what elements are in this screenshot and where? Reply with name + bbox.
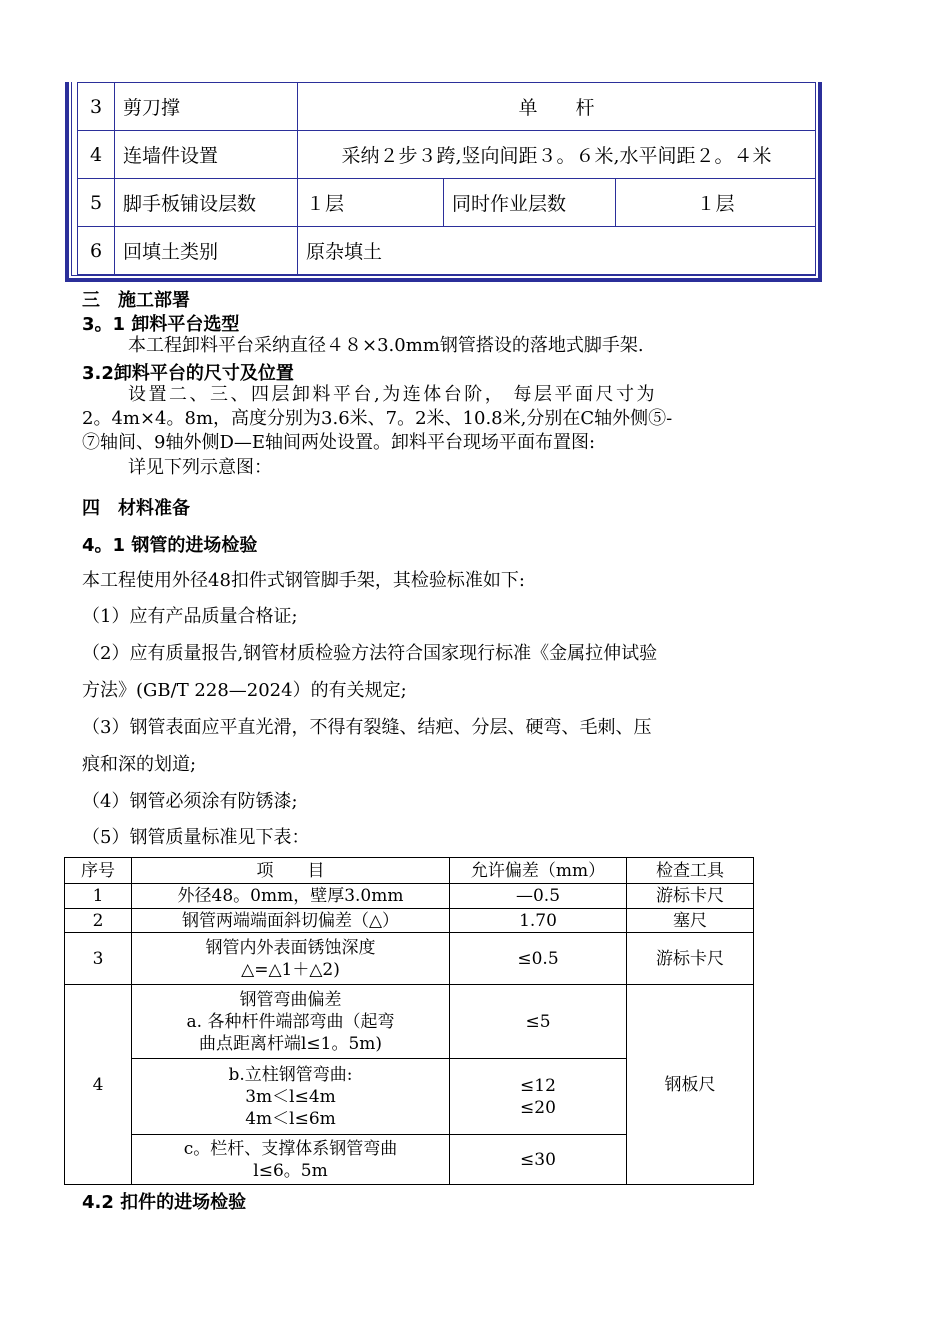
cell-tolerance: 1.70: [450, 909, 627, 933]
header-cell: 项 目: [132, 858, 450, 884]
cell-no: 1: [65, 884, 132, 909]
table-row: [78, 179, 816, 227]
paragraph: 本工程使用外径48扣件式钢管脚手架，其检验标准如下:: [82, 570, 525, 591]
cell-line: △=△1＋△2): [241, 959, 340, 980]
cell-item: [132, 933, 450, 985]
cell-tool: 游标卡尺: [627, 884, 754, 909]
cell-line: 3m＜l≤4m: [245, 1086, 336, 1107]
cell-item: [132, 1059, 450, 1135]
list-item: （4）钢管必须涂有防锈漆;: [82, 791, 298, 812]
paragraph: ⑦轴间、9轴外侧D—E轴间两处设置。卸料平台现场平面布置图:: [82, 432, 596, 453]
cell-no: 3: [65, 933, 132, 985]
cell-line: 钢管弯曲偏差: [239, 989, 342, 1010]
row-number: 3: [78, 83, 115, 131]
cell-tolerance: ≤30: [450, 1135, 627, 1185]
cell-line: 钢管内外表面锈蚀深度: [205, 937, 376, 958]
table-row: [78, 83, 816, 131]
cell-item: [132, 1135, 450, 1185]
cell-item: [132, 985, 450, 1059]
subsection-heading: 3。1 卸料平台选型: [82, 314, 240, 335]
cell-tolerance: [450, 1059, 627, 1135]
cell-line: ≤12: [520, 1075, 556, 1096]
paragraph: 设置二、三、四层卸料平台,为连体台阶， 每层平面尺寸为: [128, 384, 657, 405]
paragraph: 2。4m×4。8m，高度分别为3.6米、7。2米、10.8米,分别在C轴外侧⑤-: [82, 408, 673, 429]
list-item: 方法》(GB/T 228—2024）的有关规定;: [82, 680, 407, 701]
row-label: 脚手板铺设层数: [115, 179, 298, 227]
cell-line: b.立柱钢管弯曲:: [228, 1064, 353, 1085]
cell-tolerance: ≤0.5: [450, 933, 627, 985]
section-heading: 三 施工部署: [82, 290, 190, 311]
row-value: 单 杆: [298, 83, 816, 131]
cell-line: 曲点距离杆端l≤1。5m): [198, 1033, 383, 1054]
cell-tool: 钢板尺: [627, 985, 754, 1185]
cell-line: c。栏杆、支撑体系钢管弯曲: [183, 1138, 398, 1159]
table-row: [65, 933, 754, 985]
cell-item: 外径48。0mm，壁厚3.0mm: [132, 884, 450, 909]
table-row: [65, 909, 754, 933]
cell-item: 钢管两端端面斜切偏差（△）: [132, 909, 450, 933]
row-value: １层: [298, 179, 444, 227]
cell-line: 4m＜l≤6m: [245, 1108, 336, 1129]
row-value: 原杂填土: [298, 227, 816, 275]
pipe-standard-table: [64, 857, 754, 1185]
row-value: 采纳２步３跨,竖向间距３。６米,水平间距２。４米: [298, 131, 816, 179]
row-label-2: 同时作业层数: [444, 179, 616, 227]
params-table-frame: [65, 82, 822, 282]
cell-tolerance: —0.5: [450, 884, 627, 909]
row-number: 6: [78, 227, 115, 275]
row-label: 回填土类别: [115, 227, 298, 275]
cell-line: l≤6。5m: [253, 1160, 328, 1181]
table-header-row: [65, 858, 754, 884]
list-item: （3）钢管表面应平直光滑，不得有裂缝、结疤、分层、硬弯、毛刺、压: [82, 717, 652, 738]
subsection-heading: 3.2卸料平台的尺寸及位置: [82, 363, 294, 384]
paragraph: 本工程卸料平台采纳直径４８×3.0mm钢管搭设的落地式脚手架.: [128, 335, 644, 356]
cell-tool: 游标卡尺: [627, 933, 754, 985]
list-item: （1）应有产品质量合格证;: [82, 606, 298, 627]
cell-no: 2: [65, 909, 132, 933]
row-value-2: １层: [616, 179, 816, 227]
table-row: [65, 884, 754, 909]
table-row: [65, 985, 754, 1059]
subsection-heading: 4。1 钢管的进场检验: [82, 535, 258, 556]
row-number: 5: [78, 179, 115, 227]
list-item: 痕和深的划道;: [82, 754, 197, 775]
params-table: [77, 82, 816, 275]
cell-tolerance: ≤5: [450, 985, 627, 1059]
header-cell: 检查工具: [627, 858, 754, 884]
cell-line: a. 各种杆件端部弯曲（起弯: [186, 1011, 395, 1032]
header-cell: 序号: [65, 858, 132, 884]
row-label: 剪刀撑: [115, 83, 298, 131]
table-row: [78, 227, 816, 275]
table-row: [78, 131, 816, 179]
list-item: （5）钢管质量标准见下表：: [82, 827, 310, 848]
subsection-heading: 4.2 扣件的进场检验: [82, 1192, 247, 1213]
cell-no: 4: [65, 985, 132, 1185]
cell-line: ≤20: [520, 1097, 556, 1118]
cell-tool: 塞尺: [627, 909, 754, 933]
row-number: 4: [78, 131, 115, 179]
header-cell: 允许偏差（mm）: [450, 858, 627, 884]
paragraph: 详见下列示意图：: [128, 457, 272, 478]
section-heading: 四 材料准备: [82, 498, 190, 519]
list-item: （2）应有质量报告,钢管材质检验方法符合国家现行标准《金属拉伸试验: [82, 643, 658, 664]
row-label: 连墙件设置: [115, 131, 298, 179]
